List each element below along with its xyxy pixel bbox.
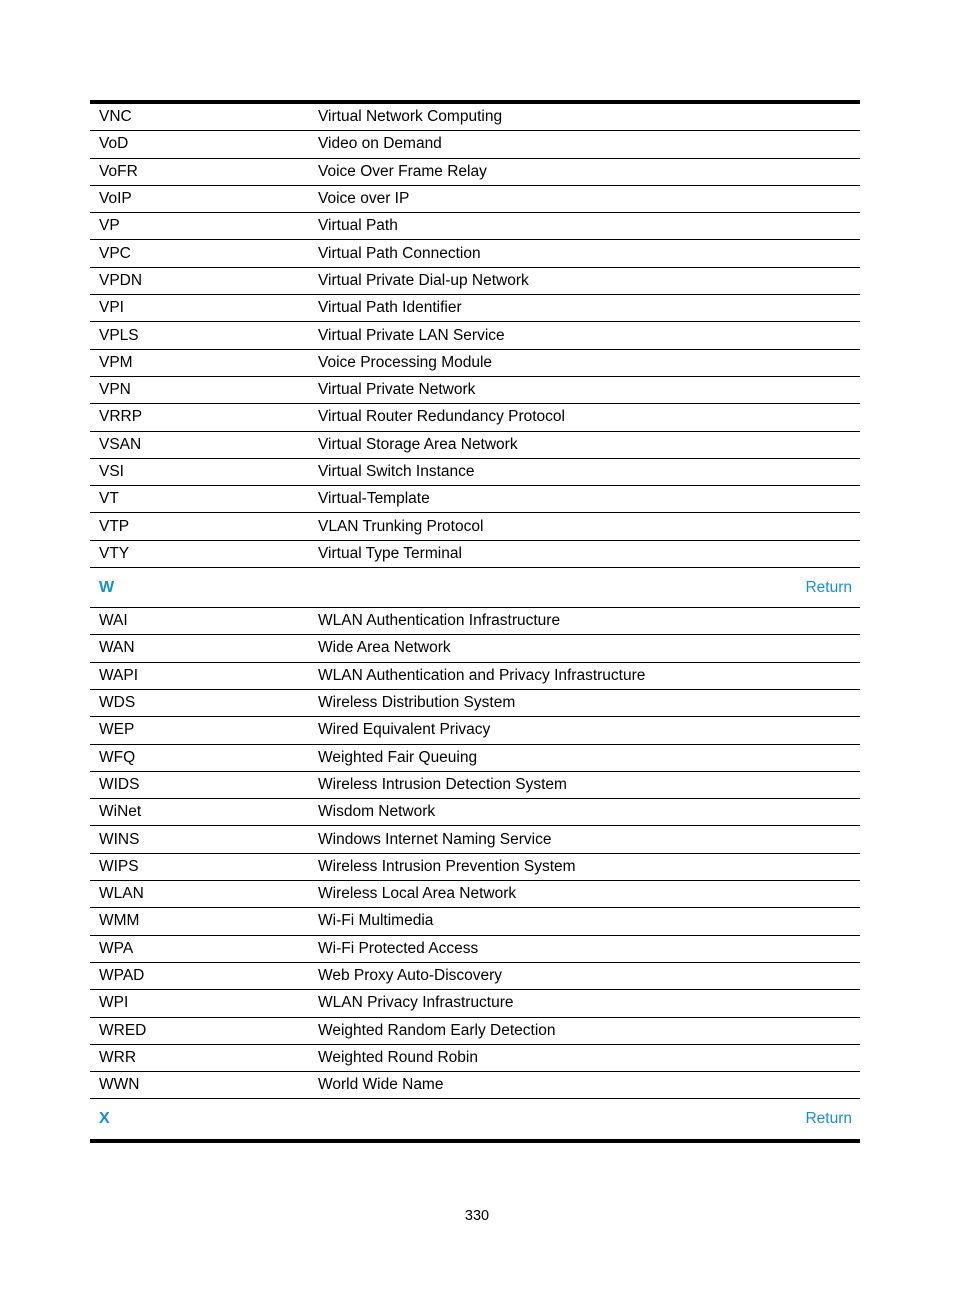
- table-row: [90, 186, 860, 213]
- table-row: [90, 268, 860, 295]
- return-link[interactable]: Return: [805, 1110, 852, 1128]
- table-row: [90, 404, 860, 431]
- table-row: [90, 854, 860, 881]
- acronym-cell: WMM: [99, 912, 140, 930]
- full-name-cell: Wisdom Network: [318, 803, 436, 821]
- acronym-cell: VP: [99, 217, 120, 235]
- full-name-cell: WLAN Authentication and Privacy Infrastructure: [318, 666, 646, 684]
- acronym-cell: WDS: [99, 694, 136, 712]
- acronym-cell: WAPI: [99, 666, 139, 684]
- table-row: [90, 350, 860, 377]
- full-name-cell: Virtual-Template: [318, 490, 430, 508]
- table-row: [90, 1045, 860, 1072]
- full-name-cell: Virtual Private LAN Service: [318, 326, 505, 344]
- acronym-cell: VSI: [99, 463, 124, 480]
- acronym-cell: VPM: [99, 353, 133, 371]
- acronym-cell: WAN: [99, 639, 135, 657]
- full-name-cell: Voice Over Frame Relay: [318, 162, 487, 180]
- table-row: [90, 881, 860, 908]
- full-name-cell: Weighted Fair Queuing: [318, 748, 478, 766]
- full-name-cell: Voice over IP: [318, 190, 410, 208]
- acronym-cell: WAI: [99, 612, 128, 630]
- table-row: [90, 159, 860, 186]
- table-row: [90, 131, 860, 158]
- acronym-cell: WPAD: [99, 967, 145, 985]
- full-name-cell: Virtual Type Terminal: [318, 544, 462, 562]
- table-row: [90, 745, 860, 772]
- full-name-cell: Virtual Router Redundancy Protocol: [318, 408, 565, 426]
- acronym-cell: VPN: [99, 381, 131, 399]
- full-name-cell: Wireless Local Area Network: [318, 885, 517, 903]
- table-row: [90, 772, 860, 799]
- table-row: [90, 513, 860, 540]
- table-row: [90, 990, 860, 1017]
- table-row: [90, 322, 860, 349]
- acronym-cell: VoD: [99, 135, 129, 153]
- table-row: [90, 608, 860, 635]
- table-row: [90, 1018, 860, 1045]
- acronym-cell: WiNet: [99, 803, 142, 821]
- full-name-cell: Wi-Fi Multimedia: [318, 912, 434, 930]
- table-row: [90, 295, 860, 322]
- acronym-cell: VT: [99, 490, 119, 508]
- acronym-cell: WIDS: [99, 775, 140, 793]
- full-name-cell: Virtual Network Computing: [318, 108, 503, 126]
- acronym-cell: VoFR: [99, 162, 138, 180]
- acronym-cell: VPDN: [99, 271, 143, 289]
- full-name-cell: Windows Internet Naming Service: [318, 830, 552, 848]
- acronym-cell: VPC: [99, 244, 131, 262]
- full-name-cell: WLAN Authentication Infrastructure: [318, 612, 561, 630]
- acronym-cell: WIPS: [99, 857, 139, 875]
- acronym-cell: VoIP: [99, 190, 132, 208]
- section-letter: W: [99, 578, 115, 596]
- acronym-cell: WLAN: [99, 885, 144, 903]
- acronym-cell: VSAN: [99, 435, 142, 453]
- acronym-cell: VTP: [99, 517, 130, 535]
- table-row: [90, 908, 860, 935]
- table-row: [90, 936, 860, 963]
- acronym-cell: WPI: [99, 994, 129, 1012]
- acronym-cell: WINS: [99, 830, 140, 848]
- full-name-cell: Weighted Round Robin: [318, 1048, 478, 1066]
- full-name-cell: Wireless Distribution System: [318, 694, 516, 712]
- full-name-cell: Virtual Private Dial-up Network: [318, 271, 529, 289]
- table-row: [90, 432, 860, 459]
- table-row: [90, 826, 860, 853]
- table-row: [90, 963, 860, 990]
- acronym-cell: VTY: [99, 544, 130, 562]
- acronym-cell: WWN: [99, 1076, 140, 1094]
- full-name-cell: VLAN Trunking Protocol: [318, 517, 484, 535]
- table-row: [90, 799, 860, 826]
- table-row: [90, 690, 860, 717]
- acronym-cell: WFQ: [99, 748, 136, 766]
- full-name-cell: Wireless Intrusion Detection System: [318, 775, 567, 793]
- full-name-cell: Wi-Fi Protected Access: [318, 939, 479, 957]
- full-name-cell: Web Proxy Auto-Discovery: [318, 967, 503, 985]
- full-name-cell: World Wide Name: [318, 1076, 444, 1094]
- table-row: [90, 213, 860, 240]
- acronym-cell: VPI: [99, 299, 124, 317]
- page-number: 330: [464, 1208, 490, 1224]
- table-row: [90, 486, 860, 513]
- full-name-cell: Virtual Path: [318, 217, 398, 235]
- full-name-cell: Virtual Private Network: [318, 381, 476, 399]
- table-row: [90, 541, 860, 568]
- acronym-cell: VNC: [99, 108, 132, 126]
- acronym-cell: WRED: [99, 1021, 147, 1039]
- full-name-cell: Voice Processing Module: [318, 353, 493, 371]
- section-header-x: [90, 1099, 860, 1139]
- table-row: [90, 377, 860, 404]
- table-row: [90, 663, 860, 690]
- full-name-cell: Wired Equivalent Privacy: [318, 721, 491, 739]
- table-row: [90, 459, 860, 486]
- table-row: [90, 1072, 860, 1099]
- full-name-cell: Virtual Storage Area Network: [318, 435, 518, 453]
- acronym-cell: VPLS: [99, 326, 139, 344]
- full-name-cell: Virtual Switch Instance: [318, 463, 475, 480]
- full-name-cell: Wide Area Network: [318, 639, 451, 657]
- acronym-cell: WRR: [99, 1048, 137, 1066]
- full-name-cell: Virtual Path Identifier: [318, 299, 462, 317]
- table-row: [90, 635, 860, 662]
- section-header-w: [90, 568, 860, 608]
- return-link[interactable]: Return: [805, 578, 852, 596]
- acronym-cell: WPA: [99, 939, 134, 957]
- acronym-table: [90, 100, 860, 1143]
- full-name-cell: WLAN Privacy Infrastructure: [318, 994, 514, 1012]
- table-row: [90, 717, 860, 744]
- table-row: [90, 104, 860, 131]
- full-name-cell: Weighted Random Early Detection: [318, 1021, 556, 1039]
- section-letter: X: [99, 1110, 110, 1128]
- full-name-cell: Wireless Intrusion Prevention System: [318, 857, 576, 875]
- table-row: [90, 240, 860, 267]
- full-name-cell: Video on Demand: [318, 135, 442, 153]
- acronym-cell: VRRP: [99, 408, 143, 426]
- full-name-cell: Virtual Path Connection: [318, 244, 481, 262]
- acronym-cell: WEP: [99, 721, 135, 739]
